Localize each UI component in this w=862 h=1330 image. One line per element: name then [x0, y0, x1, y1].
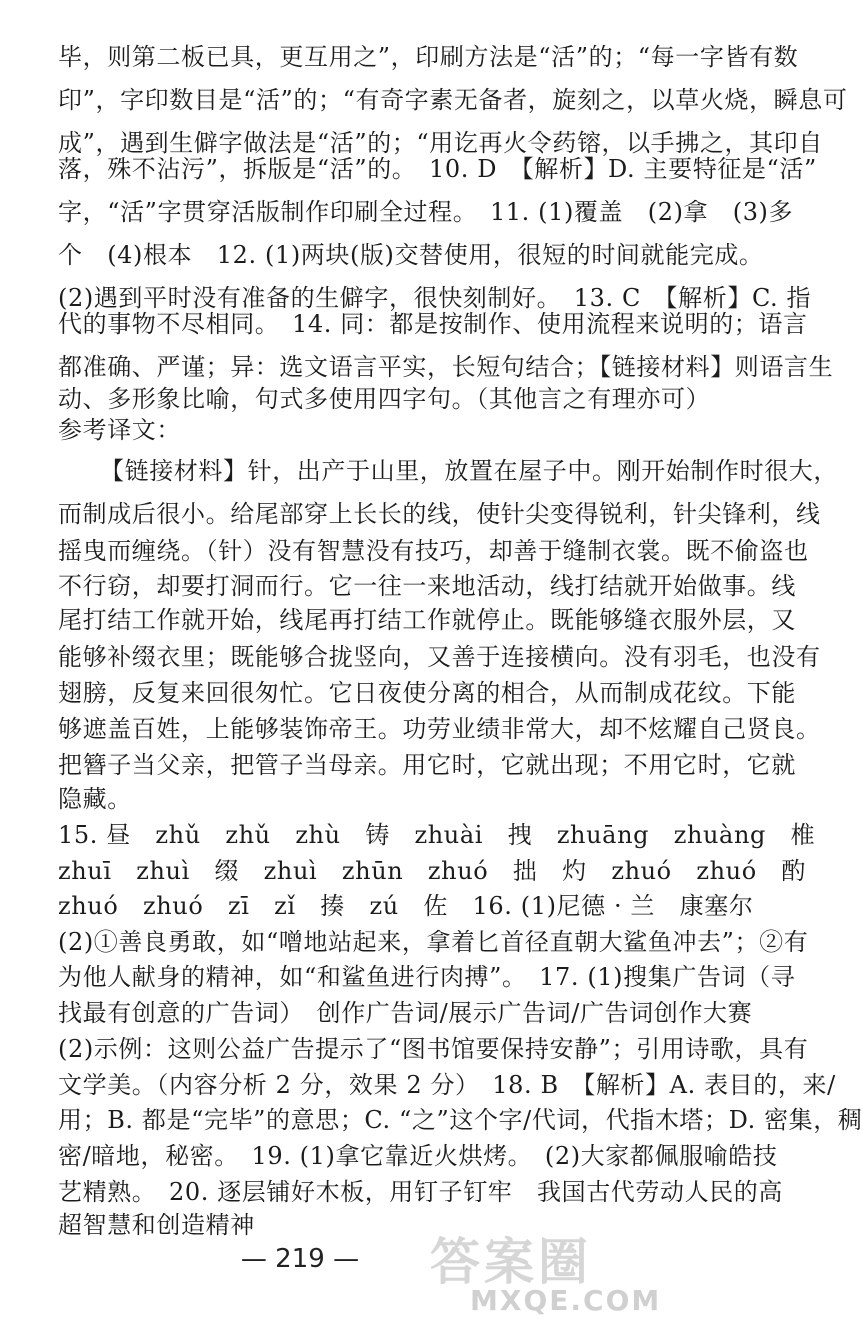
- text-line: zhuó zhuó zī zǐ 揍 zú 佐 16. (1)尼德 · 兰 康塞尔: [58, 892, 754, 920]
- section-heading: 参考译文：: [58, 416, 181, 444]
- text-line: 把簪子当父亲，把管子当母亲。用它时，它就出现；不用它时，它就: [58, 751, 796, 779]
- text-line: 【链接材料】针，出产于山里，放置在屋子中。刚开始制作时很大，: [100, 457, 838, 485]
- text-line: 都准确、严谨；异：选文语言平实，长短句结合；【链接材料】则语言生: [58, 353, 834, 381]
- text-line: 成”，遇到生僻字做法是“活”的；“用讫再火令药镕，以手拂之，其印自: [58, 129, 823, 157]
- text-line: 摇曳而缠绕。（针）没有智慧没有技巧，却善于缝制衣裳。既不偷盗也: [58, 537, 809, 565]
- text-line: 超智慧和创造精神: [58, 1211, 255, 1239]
- text-line: 翅膀，反复来回很匆忙。它日夜使分离的相合，从而制成花纹。下能: [58, 679, 796, 707]
- text-line: 能够补缀衣里；既能够合拢竖向，又善于连接横向。没有羽毛，也没有: [58, 643, 821, 671]
- text-line: 字，“活”字贯穿活版制作印刷全过程。 11. (1)覆盖 (2)拿 (3)多: [58, 198, 794, 226]
- text-line: 找最有创意的广告词） 创作广告词/展示广告词/广告词创作大赛: [58, 999, 753, 1027]
- watermark-brand: 答案圈: [430, 1233, 592, 1291]
- text-line: zhuī zhuì 缀 zhuì zhūn zhuó 拙 灼 zhuó zhuó 酌: [58, 857, 806, 885]
- text-line: 艺精熟。 20. 逐层铺好木板，用钉子钉牢 我国古代劳动人民的高: [58, 1178, 783, 1206]
- text-line: (2)示例：这则公益广告提示了“图书馆要保持安静”；引用诗歌，具有: [58, 1035, 809, 1063]
- text-line: 动、多形象比喻，句式多使用四字句。（其他言之有理亦可）: [58, 385, 711, 413]
- text-line: 印”，字印数目是“活”的；“有奇字素无备者，旋刻之，以草火烧，瞬息可: [58, 86, 848, 114]
- text-line: 文学美。（内容分析 2 分，效果 2 分） 18. B 【解析】A. 表目的，来/: [58, 1071, 836, 1099]
- text-line: 而制成后很小。给尾部穿上长长的线，使针尖变得锐利，针尖锋利，线: [58, 500, 821, 528]
- text-line: 够遮盖百姓，上能够装饰帝王。功劳业绩非常大，却不炫耀自己贤良。: [58, 715, 821, 743]
- text-line: 代的事物不尽相同。 14. 同：都是按制作、使用流程来说明的；语言: [58, 310, 808, 338]
- text-line: 落，殊不沾污”，拆版是“活”的。 10. D 【解析】D. 主要特征是“活”: [58, 155, 817, 183]
- text-line: 为他人献身的精神，如“和鲨鱼进行肉搏”。 17. (1)搜集广告词（寻: [58, 963, 796, 991]
- watermark-url: MXQE.COM: [470, 1284, 662, 1317]
- text-line: 个 (4)根本 12. (1)两块(版)交替使用，很短的时间就能完成。: [58, 241, 764, 269]
- text-line: 隐藏。: [58, 785, 132, 813]
- text-line: 毕，则第二板已具，更互用之”，印刷方法是“活”的；“每一字皆有数: [58, 43, 799, 71]
- text-line: (2)遇到平时没有准备的生僻字，很快刻制好。 13. C 【解析】C. 指: [58, 284, 812, 312]
- text-line: 尾打结工作就开始，线尾再打结工作就停止。既能够缝衣服外层，又: [58, 606, 796, 634]
- text-line: 用；B. 都是“完毕”的意思；C. “之”这个字/代词，代指木塔；D. 密集，稠: [58, 1106, 862, 1134]
- watermark-logo: [430, 1222, 790, 1322]
- text-line: (2)①善良勇敢，如“噌地站起来，拿着匕首径直朝大鲨鱼冲去”；②有: [58, 928, 809, 956]
- text-line: 不行窃，却要打洞而行。它一往一来地活动，线打结就开始做事。线: [58, 572, 796, 600]
- text-line: 密/暗地，秘密。 19. (1)拿它靠近火烘烤。 (2)大家都佩服喻皓技: [58, 1142, 778, 1170]
- text-line: 15. 昼 zhǔ zhǔ zhù 铸 zhuài 拽 zhuāng zhuàng 椎: [58, 821, 816, 849]
- page-number: — 219 —: [240, 1244, 360, 1274]
